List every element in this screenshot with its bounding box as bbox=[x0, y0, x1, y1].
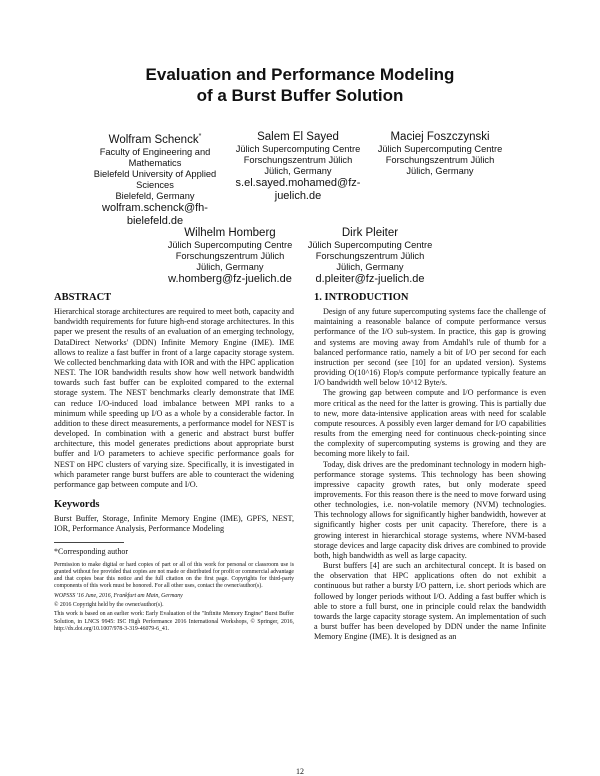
author-affiliation: Mathematics bbox=[128, 157, 182, 168]
intro-paragraph-4: Burst buffers [4] are such an architectural concept. It is based on the observation that HPC applications often do not exhibit a continuous but rather a bursty I/O pattern, i.e. short periods which are followed by longer periods without I/O. Adding a fast buffer which is able to store a full burst, one in principle could relax the bandwidth towards the large capacity storage system. An implementation of such a burst buffer has been developed by DDN under the name Infinite Memory Engine (IME). It is designed as an bbox=[314, 561, 546, 642]
author-affiliation: Jülich, Germany bbox=[406, 166, 474, 176]
copyright-line: © 2016 Copyright held by the owner/author(s). bbox=[54, 602, 164, 609]
author-2 bbox=[228, 130, 368, 203]
author-5 bbox=[300, 226, 440, 286]
keywords-text: Burst Buffer, Storage, Infinite Memory Engine (IME), GPFS, NEST, IOR, Performance Analysis, Performance Modeling bbox=[54, 514, 294, 534]
author-email[interactable]: juelich.de bbox=[274, 190, 322, 202]
corresponding-author-note: *Corresponding author bbox=[54, 547, 128, 557]
author-affiliation: Forschungszentrum Jülich bbox=[175, 251, 285, 261]
author-name: Wilhelm Homberg bbox=[184, 227, 276, 239]
author-affiliation: Jülich Supercomputing Centre bbox=[235, 144, 361, 154]
abstract-heading: ABSTRACT bbox=[54, 292, 112, 303]
author-affiliation: Sciences bbox=[136, 179, 174, 190]
author-name: Dirk Pleiter bbox=[341, 227, 399, 239]
paper-title bbox=[0, 64, 600, 106]
author-affiliation: Faculty of Engineering and bbox=[99, 146, 211, 157]
author-email[interactable]: w.homberg@fz-juelich.de bbox=[168, 273, 292, 285]
earlier-work-note: This work is based on an earlier work: Early Evaluation of the "Infinite Memory Engine" Burst Buffer Solution, in LNCS 9945: ISC High Performance 2016 International Workshops, © Springer, 2016, http://dx.doi.org/10.1007/978-3-319-46079-6_41. bbox=[54, 611, 294, 632]
author-affiliation: Jülich, Germany bbox=[264, 166, 332, 176]
author-name: Maciej Foszczynski bbox=[390, 131, 490, 143]
right-column bbox=[314, 293, 546, 642]
author-affiliation: Forschungszentrum Jülich bbox=[385, 155, 495, 165]
author-3 bbox=[370, 130, 510, 177]
introduction-heading: 1. INTRODUCTION bbox=[314, 292, 409, 303]
title-line-2: of a Burst Buffer Solution bbox=[196, 86, 404, 105]
author-4 bbox=[160, 226, 300, 286]
corresponding-mark: * bbox=[198, 133, 202, 140]
left-column bbox=[54, 293, 294, 635]
author-affiliation: Jülich Supercomputing Centre bbox=[307, 240, 433, 250]
author-affiliation: Jülich, Germany bbox=[196, 262, 264, 272]
keywords-heading: Keywords bbox=[54, 498, 100, 510]
author-1 bbox=[85, 130, 225, 228]
author-affiliation: Jülich, Germany bbox=[336, 262, 404, 272]
author-affiliation: Forschungszentrum Jülich bbox=[315, 251, 425, 261]
author-affiliation: Jülich Supercomputing Centre bbox=[167, 240, 293, 250]
author-affiliation: Bielefeld University of Applied bbox=[93, 168, 217, 179]
author-name: Salem El Sayed bbox=[257, 131, 339, 143]
title-line-1: Evaluation and Performance Modeling bbox=[145, 65, 455, 84]
venue-line: WOPSSS '16 June, 2016, Frankfurt am Main, Germany bbox=[54, 592, 183, 599]
intro-paragraph-2: The growing gap between compute and I/O performance is even more critical as the need for the latter is growing. This is partially due to new, more data-intensive application areas with need for scalable compute resources. A possibly even larger demand for I/O capabilities results from the emerging need for continuous check-pointing since the complexity of supercomputing systems is growing and they are becoming more likely to fail. bbox=[314, 388, 546, 459]
permission-block bbox=[54, 562, 294, 634]
author-name: Wolfram Schenck bbox=[108, 133, 199, 146]
intro-paragraph-1: Design of any future supercomputing systems face the challenge of maintaining a reasonable balance of compute performance versus performance of the I/O sub-system. In practice, this gap is growing and systems are moving away from Amdahl's rule of thumb for a balanced performance ratio, namely a bit of I/O per second for each instruction per second (see [10] for an updated version). Systems providing O(10^16) Flop/s compute performance typically feature an I/O bandwidth well below 10^12 Byte/s. bbox=[314, 307, 546, 388]
permission-text: Permission to make digital or hard copies of part or all of this work for personal or classroom use is granted without fee provided that copies are not made or distributed for profit or commercial advantage and that copies bear this notice and the full citation on the first page. Copyrights for third-party components of this work must be honored. For all other uses, contact the owner/author(s). bbox=[54, 561, 295, 590]
intro-paragraph-3: Today, disk drives are the predominant technology in modern high-performance storage systems. This technology has been showing impressive capacity growth rates, but only moderate speed improvements. For this reason there is the need to move forward using other technologies, i.e. non-volatile memory (NVM) technologies. This technology allows for significantly higher bandwidth, however at significantly higher costs per unit capacity. Therefore, there is a growing interest in hierarchical storage systems, where NVM-based storage devices and large capacity disk drives are combined to provide both, high bandwidth as well as large capacity. bbox=[314, 459, 546, 560]
page-number: 12 bbox=[296, 767, 304, 776]
abstract-text: Hierarchical storage architectures are required to meet both, capacity and bandwidth requirements for future high-end storage architectures. In this paper we present the results of an evaluation of an emerging technology, DataDirect Networks' (DDN) Infinite Memory Engine (IME). IME allows to realize a fast buffer in front of a large capacity storage system. We collected benchmarking data with IOR and with the HPC application NEST. The IOR bandwidth results show how well network bandwidth towards such fast buffer can be exploited compared to the external storage system. The NEST benchmarks clearly demonstrate that IME can reduce I/O-induced load imbalance between MPI ranks to a minimum while speeding up I/O as a whole by a considerable factor. In addition to these direct measurements, a performance model for NEST is developed. In combination with a generic and abstract burst buffer architecture, this model generates predictions about appropriate burst buffer and I/O parameters to achieve specific performance goals for NEST on HPC clusters of varying size. Specifically, it is investigated in which parameter range burst buffers are able to counteract the widening performance gap between compute and I/O. bbox=[54, 307, 294, 489]
footnote-divider bbox=[54, 542, 124, 543]
author-affiliation: Jülich Supercomputing Centre bbox=[377, 144, 503, 154]
author-email[interactable]: bielefeld.de bbox=[126, 214, 184, 227]
author-affiliation: Bielefeld, Germany bbox=[115, 190, 195, 201]
author-email[interactable]: wolfram.schenck@fh- bbox=[102, 201, 208, 214]
author-email[interactable]: s.el.sayed.mohamed@fz- bbox=[235, 177, 361, 189]
author-affiliation: Forschungszentrum Jülich bbox=[243, 155, 353, 165]
author-email[interactable]: d.pleiter@fz-juelich.de bbox=[315, 273, 425, 285]
